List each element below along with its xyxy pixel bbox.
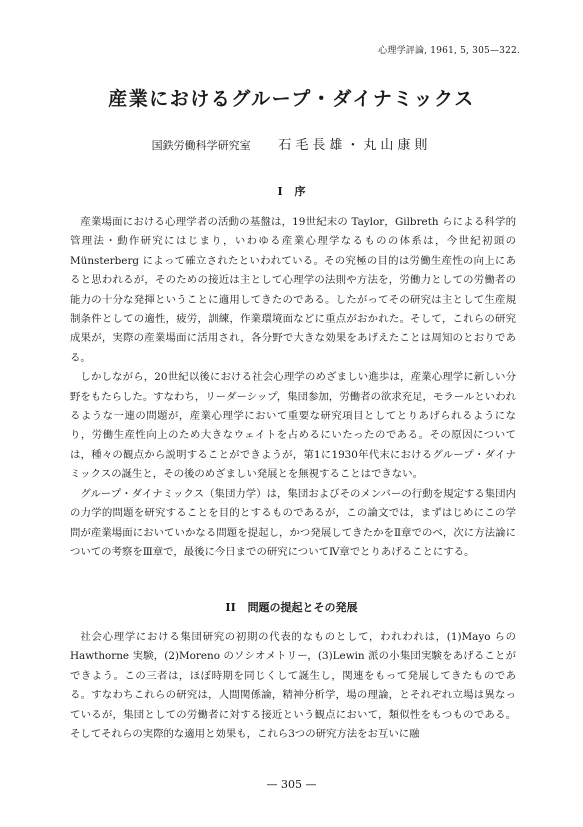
paragraph: グループ・ダイナミックス（集団力学）は，集団およびそのメンバーの行動を規定する集団内の力学的問題を研究することを目的とするものであるが，この論文では，まずはじめにこの学問が産業場面においていかなる問題を提起し，かつ発展してきたかをⅡ章でのべ，次に方法論についての考察をⅢ章で，最後に今日までの研究についてⅣ章でとりあげることにする。	[70, 487, 516, 558]
section-heading-2	[0, 599, 583, 615]
section-heading-1	[0, 183, 583, 199]
affiliation: 国鉄労働科学研究室	[151, 139, 251, 152]
paragraph: しかしながら，20世紀以後における社会心理学のめざましい進歩は，産業心理学に新しい分野をもたらした。すなわち，リーダーシップ，集団参加，労働者の欲求充足，モラールといわれるような一連の問題が，産業心理学において重要な研究項目としてとりあげられるようになり，労働生産性向上のため大きなウェイトを占めるにいたったのである。その原因については，種々の観点から説明することができようが，第1に1930年代末におけるグループ・ダイナミックスの誕生と，その後のめざましい発展とを無視することはできない。	[70, 371, 516, 481]
byline	[0, 134, 583, 153]
paragraph: 産業場面における心理学者の活動の基盤は，19世紀末の Taylor，Gilbreth らによる科学的管理法・動作研究にはじまり，いわゆる産業心理学なるものの体系は，今世紀初頭の Münsterberg によって確立されたといわれている。その究極の目的は労働生産性の向上にあると思われるが，そのための接近は主として心理学の法則や方法を，労働力としての労働者の能力の十分な発揮ということに適用してきたのである。したがってその研究は主として生産規制条件としての適性，疲労，訓練，作業環境面などに重点がおかれた。そして，これらの研究成果が，実際の産業場面に活用され，各分野で大きな効果をあげえたことは周知のとおりである。	[70, 216, 516, 364]
paragraph: 社会心理学における集団研究の初期の代表的なものとして，われわれは，(1)Mayo らの Hawthorne 実験，(2)Moreno のソシオメトリー，(3)Lewin 派の小集団実験をあげることができよう。この三者は，ほぼ時期を同じくして誕生し，関連をもって発展してきたものである。すなわちこれらの研究は，人間関係論，精神分析学，場の理論，とそれぞれ立場は異なっているが，集団としての労働者に対する接近という観点において，類似性をもつものである。そしてそれらの実際的な適用と効果も，これら3つの研究方法をお互いに融	[70, 631, 516, 741]
section-title: 問題の提起とその発展	[247, 601, 358, 614]
journal-citation: 心理学評論, 1961, 5, 305—322.	[378, 46, 520, 56]
section-number: I	[277, 185, 283, 198]
authors: 石毛長雄・丸山康則	[278, 138, 432, 153]
section-title: 序	[294, 185, 306, 198]
paper-title: 産業におけるグループ・ダイナミックス	[108, 88, 475, 110]
section-1-body	[70, 213, 516, 562]
section-2-body	[70, 628, 516, 744]
page-number: — 305 —	[266, 778, 317, 791]
section-number: II	[225, 601, 236, 614]
